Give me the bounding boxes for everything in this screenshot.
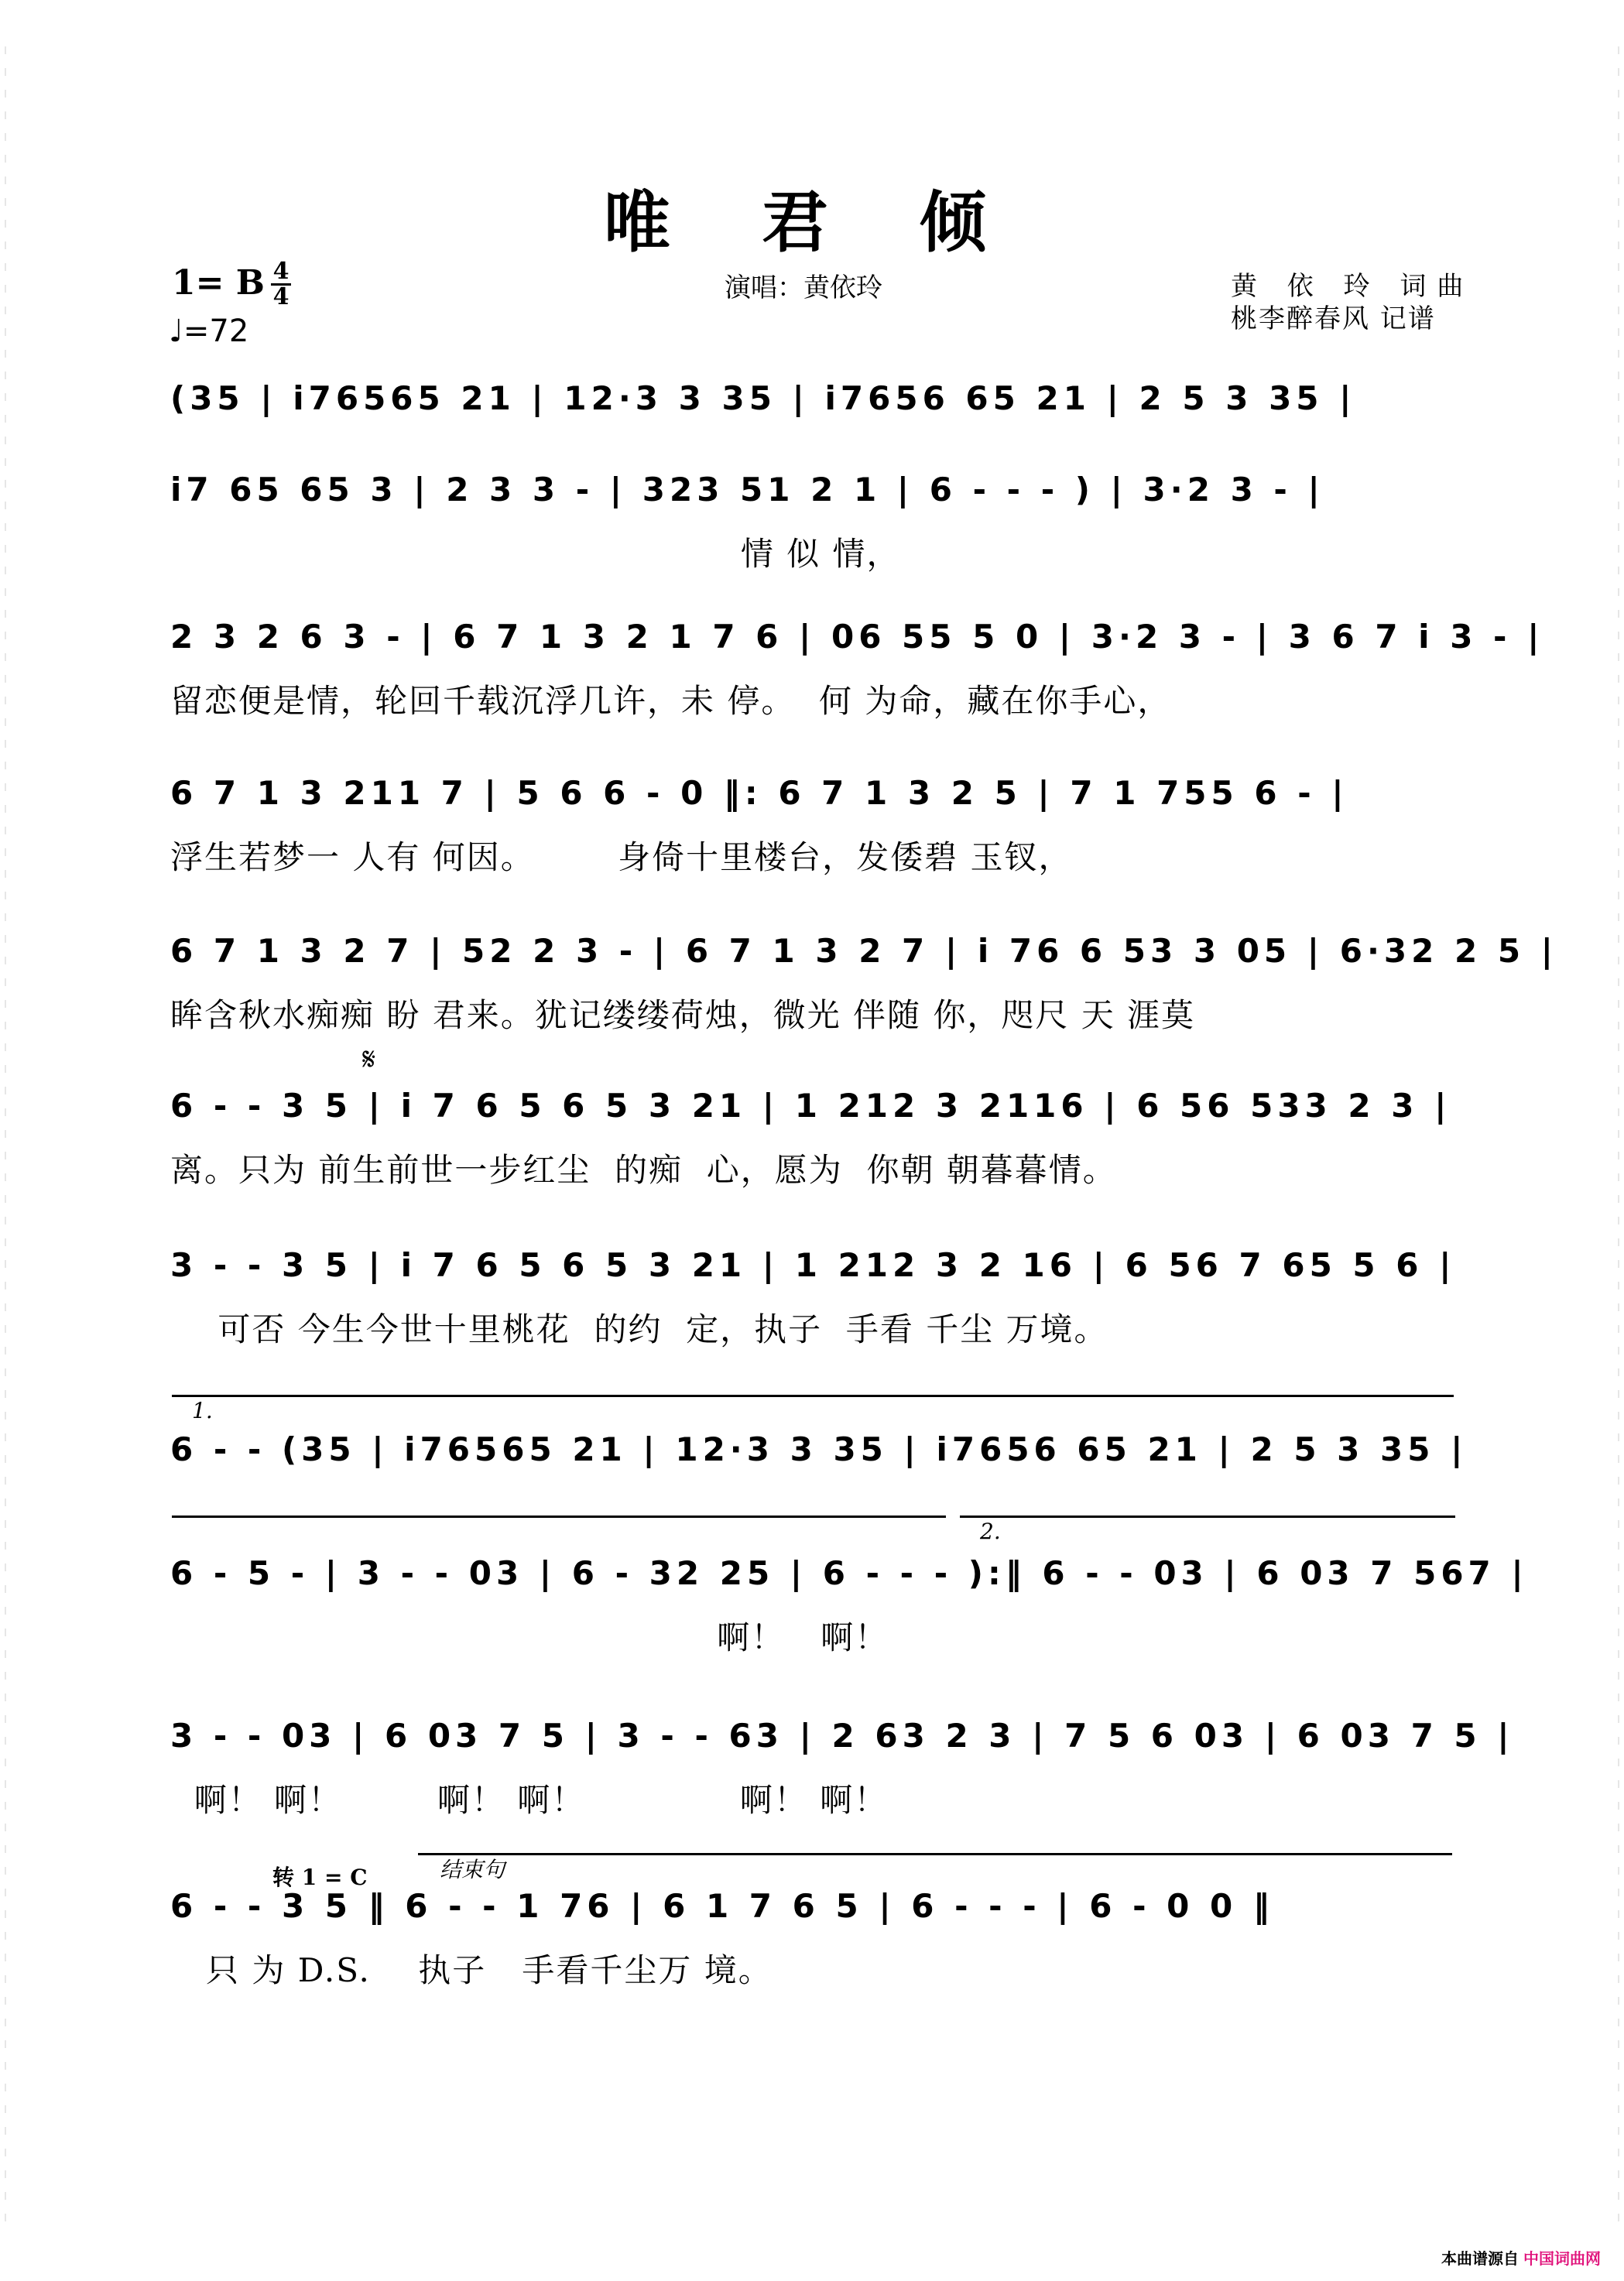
score-row-7 <box>170 1246 1456 1348</box>
watermark-source: 本曲谱源自 <box>1441 2249 1519 2268</box>
quarter-note-icon: ♩ <box>169 313 183 349</box>
lyrics-line: 情 似 情， <box>170 535 901 573</box>
meter-top: 4 <box>272 258 290 285</box>
watermark-site: 中国词曲网 <box>1523 2249 1601 2268</box>
lyrics-line: 浮生若梦一 人有 何因。 身倚十里楼台，发倭碧 玉钗， <box>170 838 1073 876</box>
key-signature: 1= B <box>172 263 265 303</box>
score-row-9 <box>170 1554 1528 1656</box>
tempo-marking <box>169 313 248 349</box>
notes-line: 6 - - (35 | i76565 21 | 12·3 3 35 | i7656 65 21 | 2 5 3 35 | <box>170 1430 1468 1468</box>
source-watermark <box>1441 2246 1601 2269</box>
score-row-11 <box>170 1887 1455 1989</box>
lyrics-line: 啊！ 啊！ 啊！ 啊！ 啊！ 啊！ <box>170 1781 889 1819</box>
score-row-3 <box>170 618 1544 720</box>
modulation-marking: 转 1 = C <box>272 1865 368 1890</box>
score-row-4 <box>170 774 1455 876</box>
lyrics-line: 啊！ 啊！ <box>170 1618 889 1656</box>
lyrics-line: 可否 今生今世十里桃花 的约 定，执子 手看 千尘 万境。 <box>170 1310 1108 1348</box>
volta-2-label: 2. <box>980 1519 1001 1544</box>
song-title: 唯 君 倾 <box>604 183 1020 262</box>
volta-1-continuation <box>172 1516 946 1518</box>
score-row-2 <box>170 471 1455 573</box>
score-row-1 <box>170 379 1455 472</box>
volta-2-bracket <box>960 1516 1455 1518</box>
score-row-5 <box>170 932 1558 1034</box>
right-margin-mark <box>1618 46 1619 2235</box>
score-row-10 <box>170 1717 1514 1819</box>
notes-line: i7 65 65 3 | 2 3 3 - | 323 51 2 1 | 6 - - - ) | 3·2 3 - | <box>170 471 1324 509</box>
notes-line: (35 | i76565 21 | 12·3 3 35 | i7656 65 21 | 2 5 3 35 | <box>170 379 1356 417</box>
tempo-value: =72 <box>183 313 249 349</box>
segno-icon: 𝄋 <box>362 1042 376 1077</box>
score-row-6 <box>170 1087 1455 1189</box>
notes-line: 3 - - 03 | 6 03 7 5 | 3 - - 63 | 2 63 2 3 | 7 5 6 03 | 6 03 7 5 | <box>170 1717 1514 1755</box>
lyrics-line: 留恋便是情，轮回千载沉浮几许，未 停。 何 为命，藏在你手心， <box>170 682 1172 720</box>
notes-line: 6 - 5 - | 3 - - 03 | 6 - 32 25 | 6 - - - ):‖ 6 - - 03 | 6 03 7 567 | <box>170 1554 1528 1592</box>
notes-line: 3 - - 3 5 | i 7 6 5 6 5 3 21 | 1 212 3 2 16 | 6 56 7 65 5 6 | <box>170 1246 1456 1284</box>
time-signature <box>271 260 291 309</box>
singer-credit: 演唱：黄依玲 <box>725 272 882 303</box>
lyrics-line: 只 为 D.S. 执子 手看千尘万 境。 <box>170 1951 773 1989</box>
left-margin-mark <box>5 46 6 2235</box>
lyricist-composer-credit: 黄 依 玲 词曲 <box>1231 271 1475 302</box>
ending-bracket <box>418 1853 1452 1855</box>
ending-label: 结束句 <box>440 1857 505 1882</box>
score-row-8 <box>170 1430 1468 1523</box>
volta-1-bracket <box>172 1395 1454 1397</box>
lyrics-line: 离。只为 前生前世一步红尘 的痴 心，愿为 你朝 朝暮暮情。 <box>170 1151 1117 1189</box>
notes-line: 6 - - 3 5 | i 7 6 5 6 5 3 21 | 1 212 3 2116 | 6 56 533 2 3 | <box>170 1087 1451 1125</box>
lyrics-line: 眸含秋水痴痴 盼 君来。犹记缕缕荷烛，微光 伴随 你，咫尺 天 涯莫 <box>170 996 1196 1034</box>
notes-line: 2 3 2 6 3 - | 6 7 1 3 2 1 7 6 | 06 55 5 0 | 3·2 3 - | 3 6 7 i 3 - | <box>170 618 1544 656</box>
notes-line: 6 - - 3 5 ‖ 6 - - 1 76 | 6 1 7 6 5 | 6 - - - | 6 - 0 0 ‖ <box>170 1887 1274 1925</box>
notes-line: 6 7 1 3 211 7 | 5 6 6 - 0 ‖: 6 7 1 3 2 5 | 7 1 755 6 - | <box>170 774 1348 812</box>
volta-1-label: 1. <box>192 1398 213 1423</box>
transcriber-credit: 桃李醉春风 记谱 <box>1231 303 1436 334</box>
notes-line: 6 7 1 3 2 7 | 52 2 3 - | 6 7 1 3 2 7 | i 76 6 53 3 05 | 6·32 2 5 | <box>170 932 1558 970</box>
meter-bottom: 4 <box>272 283 290 310</box>
